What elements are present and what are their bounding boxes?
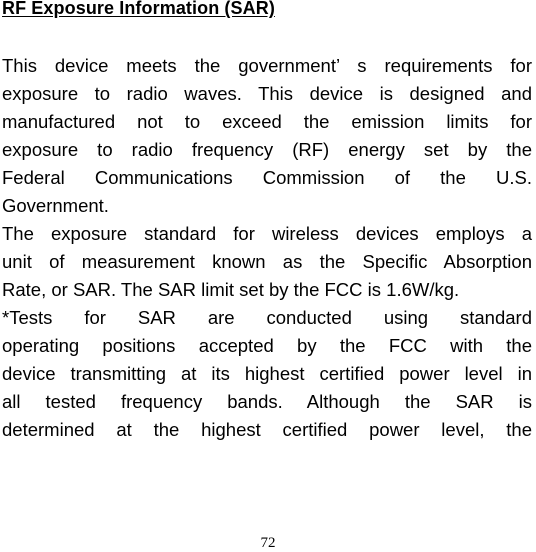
text-line: *Tests for SAR are conducted using standard	[2, 307, 532, 328]
text-line: exposure to radio frequency (RF) energy set by the	[2, 139, 532, 160]
text-line: Federal Communications Commission of the U.S.	[2, 167, 532, 188]
text-line: exposure to radio waves. This device is designed and	[2, 83, 532, 104]
page-heading: RF Exposure Information (SAR)	[2, 0, 275, 18]
text-line: Government.	[2, 195, 109, 216]
text-line: determined at the highest certified power level, the	[2, 419, 532, 440]
text-line: device transmitting at its highest certified power level in	[2, 363, 532, 384]
text-line: unit of measurement known as the Specific Absorption	[2, 251, 532, 272]
text-line: This device meets the government’ s requirements for	[2, 55, 532, 76]
text-line: all tested frequency bands. Although the SAR is	[2, 391, 532, 412]
page-number: 72	[260, 535, 276, 551]
text-line: The exposure standard for wireless devices employs a	[2, 223, 532, 244]
text-line: manufactured not to exceed the emission limits for	[2, 111, 532, 132]
text-line: Rate, or SAR. The SAR limit set by the FCC is 1.6W/kg.	[2, 279, 460, 300]
text-line: operating positions accepted by the FCC with the	[2, 335, 532, 356]
body-text	[2, 52, 532, 444]
